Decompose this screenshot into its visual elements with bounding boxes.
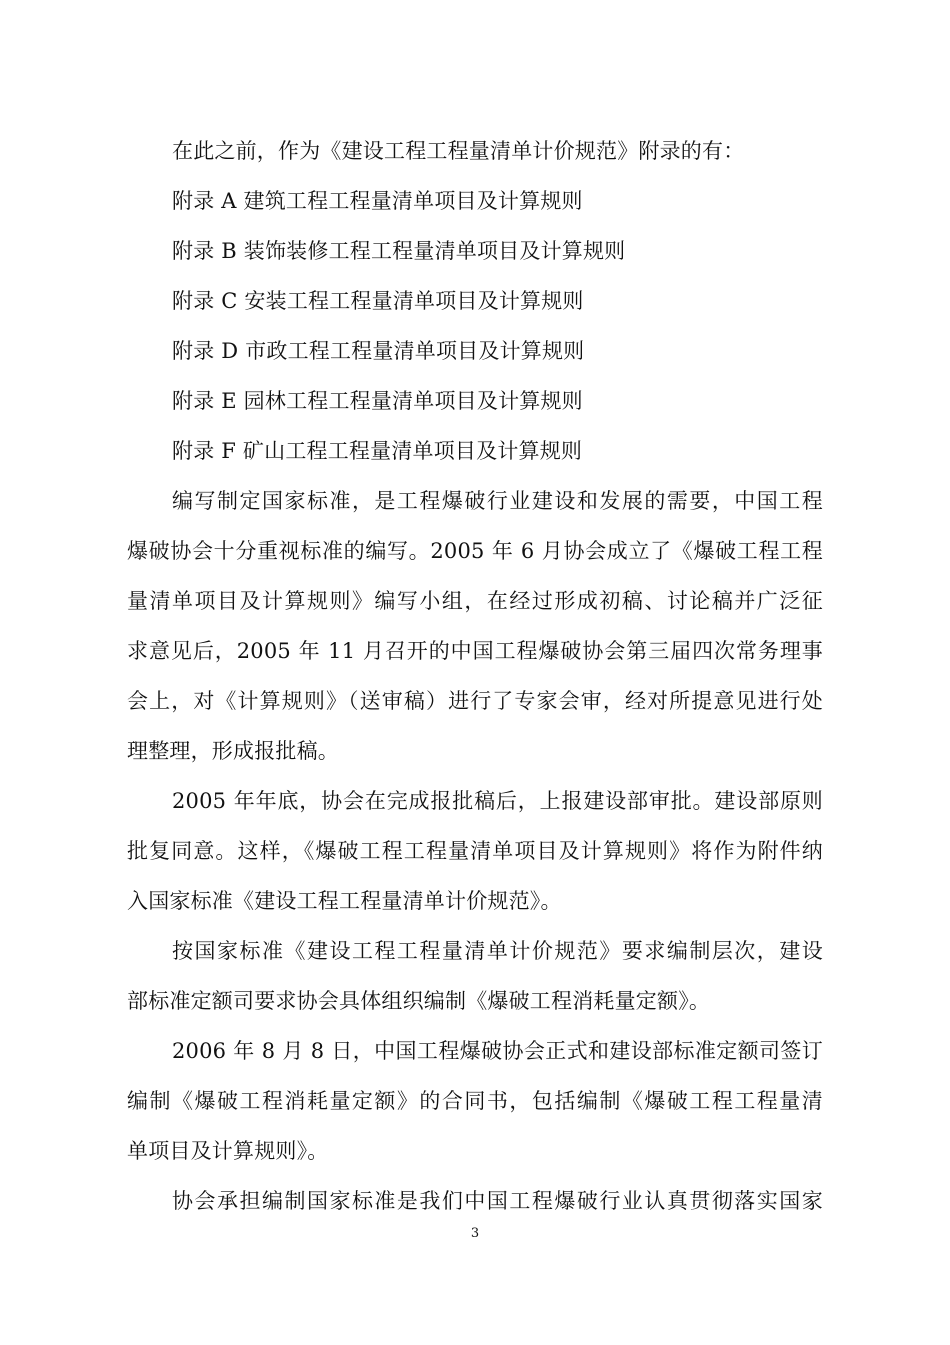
paragraph-1-line-5: 会上，对《计算规则》（送审稿）进行了专家会审，经对所提意见进行处 [127,689,823,713]
appendix-a: 附录 A 建筑工程工程量清单项目及计算规则 [172,189,583,213]
paragraph-1-line-2: 爆破协会十分重视标准的编写。2005 年 6 月协会成立了《爆破工程工程 [127,539,823,563]
paragraph-4-line-1: 2006 年 8 月 8 日，中国工程爆破协会正式和建设部标准定额司签订 [172,1039,823,1063]
paragraph-2-line-3: 入国家标准《建设工程工程量清单计价规范》。 [127,889,562,913]
paragraph-1-line-4: 求意见后，2005 年 11 月召开的中国工程爆破协会第三届四次常务理事 [127,639,823,663]
paragraph-4-line-2: 编制《爆破工程消耗量定额》的合同书，包括编制《爆破工程工程量清 [127,1089,823,1113]
appendix-f: 附录 F 矿山工程工程量清单项目及计算规则 [172,439,583,463]
paragraph-2-line-2: 批复同意。这样，《爆破工程工程量清单项目及计算规则》将作为附件纳 [127,839,823,863]
paragraph-3-line-1: 按国家标准《建设工程工程量清单计价规范》要求编制层次，建设 [172,939,823,963]
paragraph-4-line-3: 单项目及计算规则》。 [127,1139,329,1163]
paragraph-3-line-2: 部标准定额司要求协会具体组织编制《爆破工程消耗量定额》。 [127,989,711,1013]
appendix-c: 附录 C 安装工程工程量清单项目及计算规则 [172,289,584,313]
paragraph-1-line-3: 量清单项目及计算规则》编写小组，在经过形成初稿、讨论稿并广泛征 [127,589,823,613]
intro-line: 在此之前，作为《建设工程工程量清单计价规范》附录的有： [172,139,745,163]
appendix-b: 附录 B 装饰装修工程工程量清单项目及计算规则 [172,239,626,263]
page-number: 3 [470,1226,480,1241]
paragraph-1-line-6: 理整理，形成报批稿。 [127,739,339,763]
paragraph-5-line-1: 协会承担编制国家标准是我们中国工程爆破行业认真贯彻落实国家 [172,1189,823,1213]
paragraph-1-line-1: 编写制定国家标准，是工程爆破行业建设和发展的需要，中国工程 [172,489,823,513]
appendix-d: 附录 D 市政工程工程量清单项目及计算规则 [172,339,585,363]
appendix-e: 附录 E 园林工程工程量清单项目及计算规则 [172,389,583,413]
paragraph-2-line-1: 2005 年年底，协会在完成报批稿后，上报建设部审批。建设部原则 [172,789,823,813]
